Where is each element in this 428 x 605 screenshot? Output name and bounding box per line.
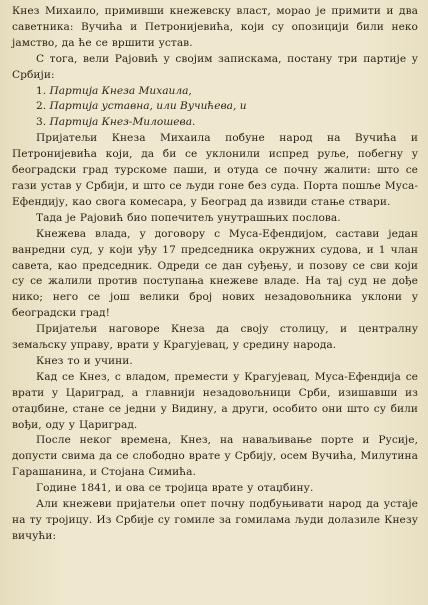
paragraph-3: Пријатељи Кнеза Михаила побуне народ на Вучића и Петронијевића који, да би се уклонили испред руље, побегну у београдски град турскоме паши, и отуда се почну жалити: што се гази устав у Србији, и што се људи гоне без суда. Порта пошље Муса-Ефендију, као свога комесара, у Београд да извиди стање ствари.: [12, 132, 418, 208]
parties-list: [12, 84, 418, 132]
party-number: 2.: [36, 100, 47, 113]
paragraph-5: Кнежева влада, у договору с Муса-Ефендијом, састави један ванредни суд, у који уђу 17 председника окружних судова, и 1 члан савета, као председник. Одреди се дан суђењу, и позову се сви који су се жалили против поступања кнежеве владе. На тај суд не дође нико; него се још велики број нових незадовољника уклони у београдски град!: [12, 227, 418, 320]
paragraph-4: Тада је Рајовић био попечитељ унутрашњих послова.: [36, 211, 341, 224]
paragraph-1: Кнез Михаило, примивши кнежевску власт, морао је примити и два саветника: Вучића и Петронијевића, који су опозицији били неко јамство, да ће се вршити устав.: [12, 5, 418, 49]
paragraph-9: После неког времена, Кнез, на наваљивање порте и Русије, допусти свима да се слободно врате у Србију, осем Вучића, Милутина Гарашанина, и Стојана Симића.: [12, 434, 418, 479]
party-item-2: [36, 99, 418, 115]
paragraph-8: Кад се Кнез, с владом, премести у Крагујевац, Муса-Ефендија се врати у Цариград, а главнији незадовољници Срби, изишавши из отаџбине, стане се једни у Видину, а други, особито они што су били вођи, оду у Цариград.: [12, 370, 418, 431]
paragraph-11: Али кнежеви пријатељи опет почну подбуњивати народ да устаје на ту тројицу. Из Србије су гомиле за гомилама људи долазиле Кнезу вичући:: [12, 498, 418, 542]
party-item-1: [36, 84, 418, 100]
party-name: Партија уставна, или Вучићева, и: [49, 100, 247, 113]
paragraph-6: Пријатељи наговоре Кнеза да своју столицу, и централну земаљску управу, врати у Крагујевац, у средину народа.: [12, 323, 418, 352]
paragraph-10: Године 1841, и ова се тројица врате у отаџбину.: [36, 482, 314, 495]
party-number: 3.: [36, 116, 47, 129]
party-name: Партија Кнеза Михаила,: [49, 84, 192, 97]
party-item-3: [36, 115, 418, 131]
party-name: Партија Кнез-Милошева.: [49, 116, 196, 129]
party-number: 1.: [36, 84, 47, 97]
paragraph-7: Кнез то и учини.: [36, 354, 133, 367]
paragraph-2: С тога, вели Рајовић у својим запискама, постану три партије у Србији:: [12, 52, 418, 81]
